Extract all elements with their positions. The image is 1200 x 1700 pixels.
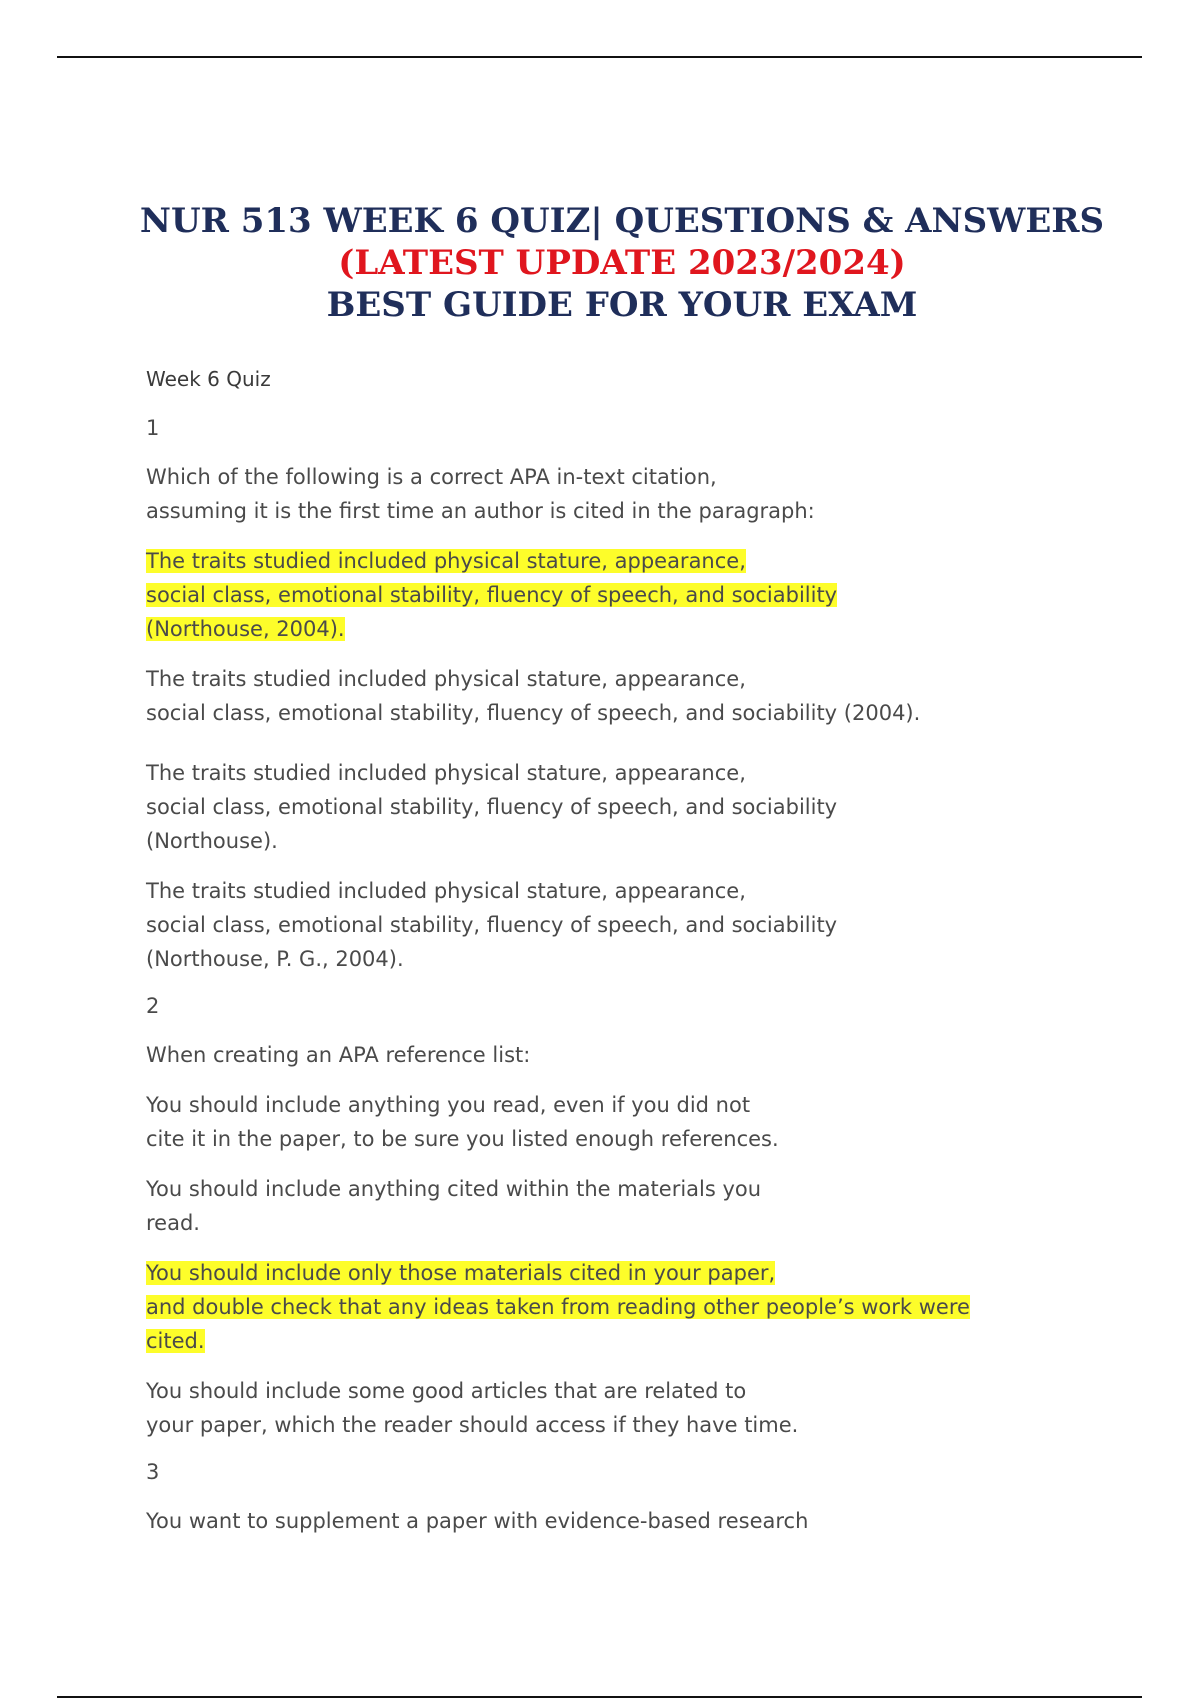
answer-option-text: and double check that any ideas taken from reading other people’s work were — [146, 1295, 970, 1319]
answer-option-correct — [146, 1256, 1106, 1358]
question-number: 1 — [146, 416, 160, 440]
title-line-3: BEST GUIDE FOR YOUR EXAM — [326, 285, 918, 325]
answer-option-line — [146, 908, 1106, 942]
question-number: 2 — [146, 994, 160, 1018]
answer-option-line — [146, 696, 1106, 730]
answer-option-text: social class, emotional stability, fluency of speech, and sociability — [146, 795, 838, 819]
document-body — [146, 366, 1106, 1554]
document-title — [0, 200, 1200, 326]
answer-option-text: The traits studied included physical stature, appearance, — [146, 879, 746, 903]
answer-option-line — [146, 1122, 1106, 1156]
top-rule — [57, 56, 1142, 58]
answer-option-line — [146, 578, 1106, 612]
answer-option-line — [146, 756, 1106, 790]
answer-option-text: cited. — [146, 1329, 205, 1353]
answer-option-correct — [146, 544, 1106, 646]
answer-option-text: social class, emotional stability, fluency of speech, and sociability — [146, 913, 838, 937]
title-line-2: (LATEST UPDATE 2023/2024) — [338, 243, 906, 283]
bottom-rule — [57, 1696, 1142, 1698]
answer-option — [146, 1374, 1106, 1442]
answer-option-line — [146, 824, 1106, 858]
answer-option-line — [146, 1408, 1106, 1442]
answer-option-line — [146, 1088, 1106, 1122]
answer-option-text: read. — [146, 1211, 200, 1235]
answer-option-line — [146, 612, 1106, 646]
answer-option — [146, 874, 1106, 976]
section-label: Week 6 Quiz — [146, 367, 271, 391]
question-stem-line: When creating an APA reference list: — [146, 1043, 531, 1067]
question-stem — [146, 1038, 1106, 1072]
answer-option-text: The traits studied included physical stature, appearance, — [146, 549, 746, 573]
answer-option-line — [146, 790, 1106, 824]
answer-option — [146, 756, 1106, 858]
answer-option-text: The traits studied included physical stature, appearance, — [146, 761, 746, 785]
answer-option-text: You should include some good articles that are related to — [146, 1379, 747, 1403]
answer-option-line — [146, 1324, 1106, 1358]
answer-option-line — [146, 662, 1106, 696]
answer-option-text: (Northouse, P. G., 2004). — [146, 947, 404, 971]
answer-option — [146, 1088, 1106, 1156]
answer-option-text: You should include anything you read, even if you did not — [146, 1093, 751, 1117]
answer-option-text: cite it in the paper, to be sure you listed enough references. — [146, 1127, 779, 1151]
answer-option-text: (Northouse). — [146, 829, 278, 853]
question-number: 3 — [146, 1460, 160, 1484]
question-stem — [146, 1504, 1106, 1538]
answer-option-text: social class, emotional stability, fluency of speech, and sociability — [146, 583, 838, 607]
answer-option — [146, 1172, 1106, 1240]
answer-option-line — [146, 544, 1106, 578]
answer-option-line — [146, 1206, 1106, 1240]
question-stem-line: You want to supplement a paper with evidence-based research — [146, 1509, 809, 1533]
answer-option-text: your paper, which the reader should access if they have time. — [146, 1413, 799, 1437]
answer-option — [146, 662, 1106, 730]
answer-option-text: social class, emotional stability, fluency of speech, and sociability (2004). — [146, 701, 921, 725]
question-list — [146, 414, 1106, 1538]
answer-option-line — [146, 1290, 1106, 1324]
title-line-1: NUR 513 WEEK 6 QUIZ| QUESTIONS & ANSWERS — [139, 201, 1105, 241]
answer-option-text: You should include anything cited within the materials you — [146, 1177, 762, 1201]
answer-option-line — [146, 1172, 1106, 1206]
answer-option-line — [146, 942, 1106, 976]
question-stem-line: assuming it is the first time an author is cited in the paragraph: — [146, 499, 815, 523]
answer-option-text: The traits studied included physical stature, appearance, — [146, 667, 746, 691]
question-stem — [146, 460, 1106, 528]
answer-option-line — [146, 1374, 1106, 1408]
answer-option-line — [146, 874, 1106, 908]
answer-option-line — [146, 1256, 1106, 1290]
answer-option-text: (Northouse, 2004). — [146, 617, 345, 641]
answer-option-text: You should include only those materials cited in your paper, — [146, 1261, 776, 1285]
question-stem-line: Which of the following is a correct APA in-text citation, — [146, 465, 717, 489]
